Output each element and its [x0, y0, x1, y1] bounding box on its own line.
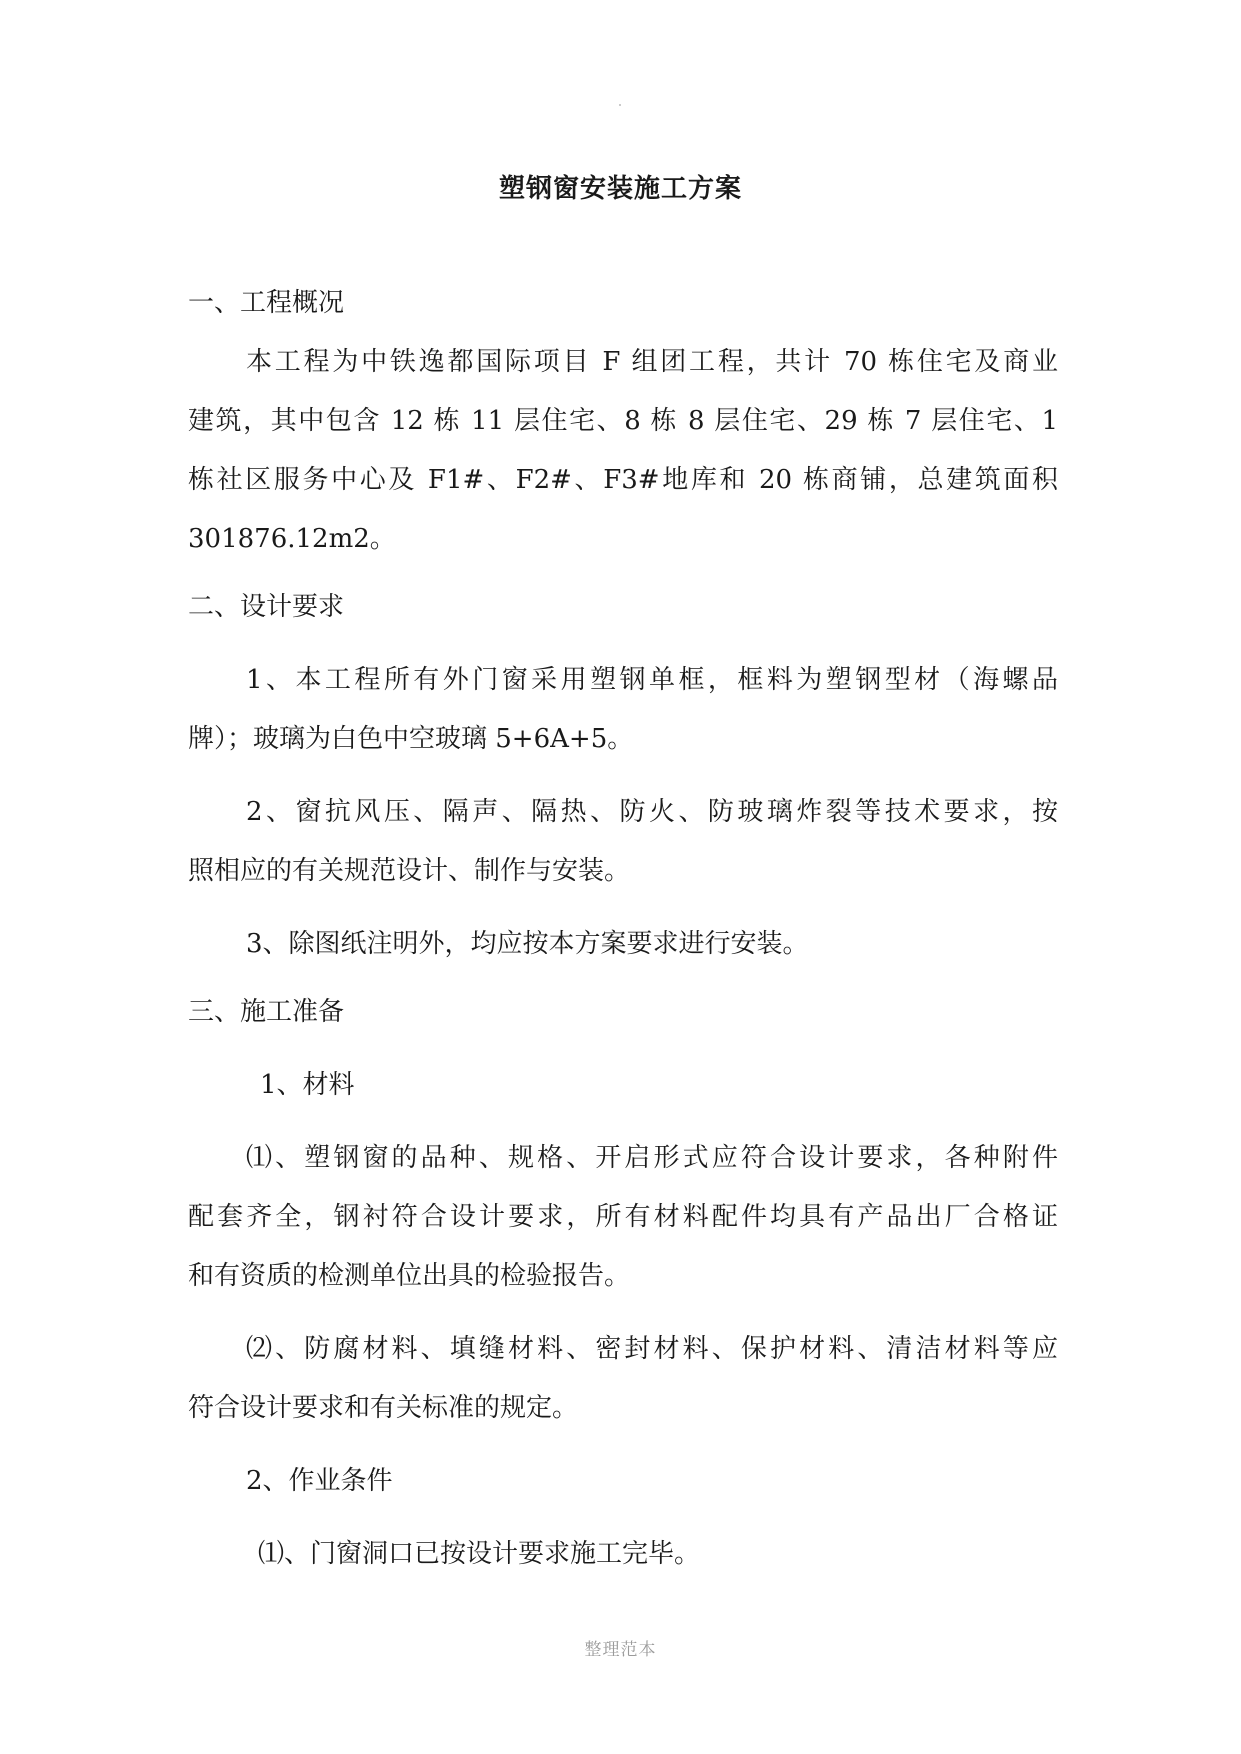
paragraph-line: 建筑，其中包含 12 栋 11 层住宅、8 栋 8 层住宅、29 栋 7 层住宅、1	[188, 406, 1058, 436]
paragraph-line: ⑴、塑钢窗的品种、规格、开启形式应符合设计要求，各种附件	[246, 1143, 1058, 1173]
paragraph-line: 本工程为中铁逸都国际项目 F 组团工程，共计 70 栋住宅及商业	[246, 347, 1058, 377]
page-footer: 整理范本	[584, 1640, 657, 1660]
section-heading-preparation: 三、施工准备	[188, 997, 345, 1027]
paragraph-line: 牌）；玻璃为白色中空玻璃 5+6A+5。	[188, 724, 634, 754]
paragraph-line: 301876.12m2。	[188, 524, 396, 554]
paragraph-line: 符合设计要求和有关标准的规定。	[188, 1393, 579, 1423]
paragraph-line: 栋社区服务中心及 F1#、F2#、F3#地库和 20 栋商铺，总建筑面积	[188, 465, 1058, 495]
paragraph-line: 2、窗抗风压、隔声、隔热、防火、防玻璃炸裂等技术要求，按	[246, 797, 1058, 827]
paragraph-line: ⑴、门窗洞口已按设计要求施工完毕。	[258, 1539, 701, 1569]
paragraph-line: 配套齐全，钢衬符合设计要求，所有材料配件均具有产品出厂合格证	[188, 1202, 1058, 1232]
paragraph-line: 1、本工程所有外门窗采用塑钢单框，框料为塑钢型材（海螺品	[246, 665, 1058, 695]
paragraph-line: 和有资质的检测单位出具的检验报告。	[188, 1261, 631, 1291]
section-heading-design: 二、设计要求	[188, 592, 345, 622]
paragraph-line: 照相应的有关规范设计、制作与安装。	[188, 856, 631, 886]
paragraph-line: ⑵、防腐材料、填缝材料、密封材料、保护材料、清洁材料等应	[246, 1334, 1058, 1364]
subheading-materials: 1、材料	[260, 1070, 355, 1100]
subheading-work-conditions: 2、作业条件	[246, 1466, 393, 1496]
page-marker-dot	[619, 104, 621, 106]
paragraph-line: 3、除图纸注明外，均应按本方案要求进行安装。	[246, 929, 809, 959]
section-heading-overview: 一、工程概况	[188, 288, 345, 318]
document-title: 塑钢窗安装施工方案	[498, 174, 742, 204]
